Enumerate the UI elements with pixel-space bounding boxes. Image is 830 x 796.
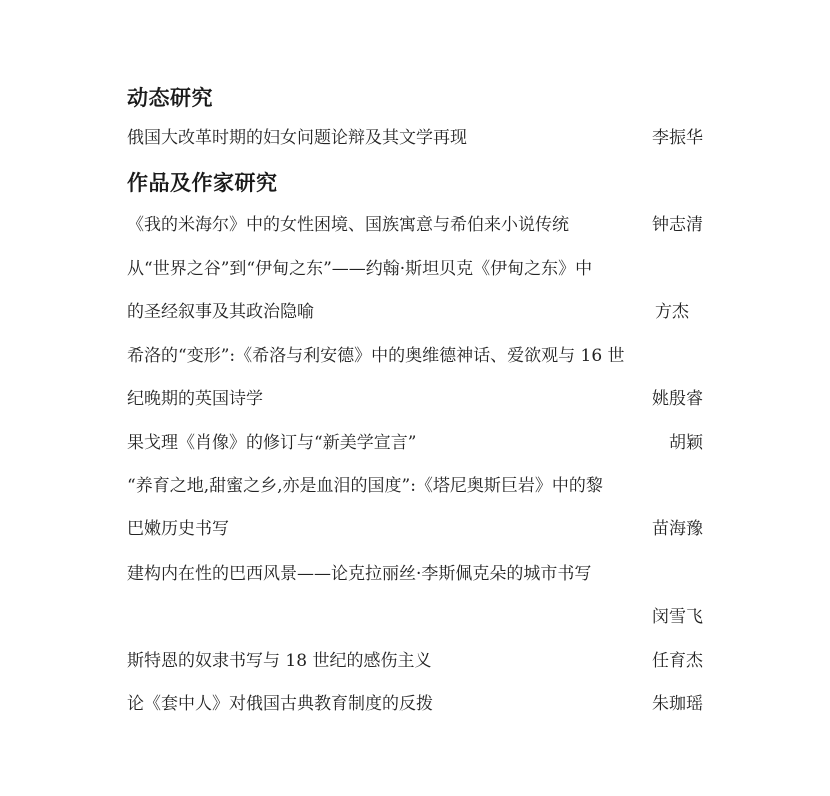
entry-author: 方杰 [655,302,689,322]
entry-author: 任育杰 [652,651,703,671]
entry-title-continued: 巴嫩历史书写 [127,519,229,539]
toc-entry [127,212,703,238]
toc-entry [127,516,703,542]
toc-entry-line [127,256,703,282]
entry-author: 钟志清 [652,215,703,235]
entry-title-continued: 纪晚期的英国诗学 [127,389,263,409]
toc-entry [127,125,703,151]
toc-entry [127,430,703,456]
entry-title: 《我的米海尔》中的女性困境、国族寓意与希伯来小说传统 [127,215,569,235]
toc-entry-line [127,561,703,587]
entry-title: 俄国大改革时期的妇女问题论辩及其文学再现 [127,128,467,148]
entry-author: 姚殷睿 [652,389,703,409]
toc-entry-line [127,473,703,499]
entry-author: 胡颖 [669,433,703,453]
toc-entry-line [127,343,703,369]
entry-title: 斯特恩的奴隶书写与 18 世纪的感伤主义 [127,651,432,671]
entry-title: 从“世界之谷”到“伊甸之东”——约翰·斯坦贝克《伊甸之东》中 [127,259,593,279]
section-heading-works-and-writers: 作品及作家研究 [127,171,278,195]
toc-entry [127,386,703,412]
entry-title-continued: 的圣经叙事及其政治隐喻 [127,302,314,322]
toc-entry [127,604,703,630]
entry-title: 论《套中人》对俄国古典教育制度的反拨 [127,694,433,714]
toc-entry [127,648,703,674]
entry-title: 希洛的“变形”:《希洛与利安德》中的奥维德神话、爱欲观与 16 世 [127,346,625,366]
entry-author: 朱珈瑶 [652,694,703,714]
toc-entry [127,299,703,325]
toc-entry [127,691,703,717]
section-heading-dynamic-research: 动态研究 [127,86,213,110]
entry-title: “养育之地,甜蜜之乡,亦是血泪的国度”:《塔尼奥斯巨岩》中的黎 [127,476,603,496]
entry-title: 建构内在性的巴西风景——论克拉丽丝·李斯佩克朵的城市书写 [127,564,592,584]
entry-title: 果戈理《肖像》的修订与“新美学宣言” [127,433,417,453]
entry-author: 闵雪飞 [652,607,703,627]
entry-author: 苗海豫 [652,519,703,539]
entry-author: 李振华 [652,128,703,148]
